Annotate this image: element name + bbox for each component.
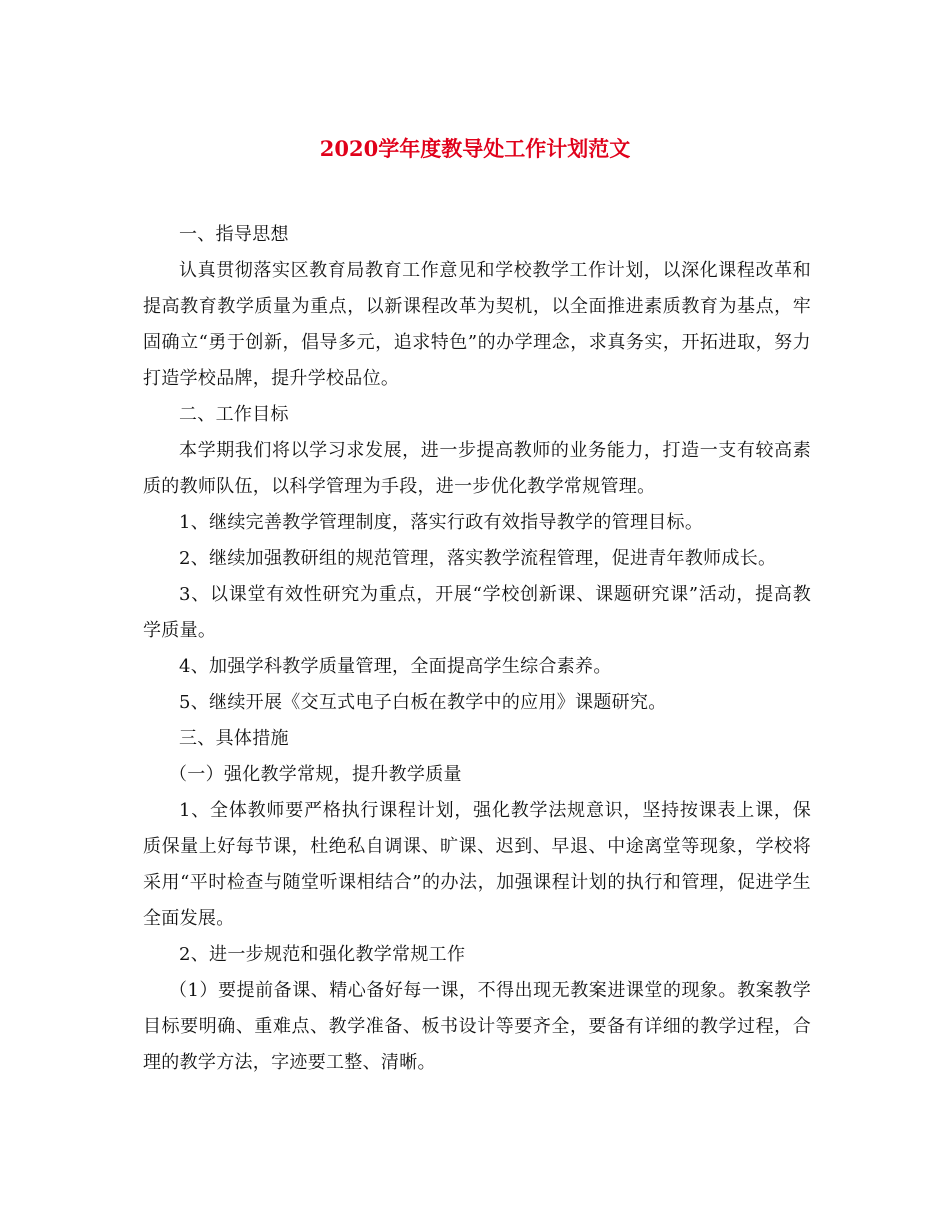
paragraph-guiding-thought: 认真贯彻落实区教育局教育工作意见和学校教学工作计划，以深化课程改革和提高教育教学质量为重点，以新课程改革为契机，以全面推进素质教育为基点，牢固确立“勇于创新，倡导多元，追求特色”的办学理念，求真务实，开拓进取，努力打造学校品牌，提升学校品位。 xyxy=(143,260,811,389)
goal-item-5: 5、继续开展《交互式电子白板在教学中的应用》课题研究。 xyxy=(179,692,667,713)
subsection-heading-teaching-routine: （一）强化教学常规，提升教学质量 xyxy=(169,764,462,785)
paragraph-work-goals: 本学期我们将以学习求发展，进一步提高教师的业务能力，打造一支有较高素质的教师队伍，以科学管理为手段，进一步优化教学常规管理。 xyxy=(143,440,811,497)
goal-item-2: 2、继续加强教研组的规范管理，落实教学流程管理，促进青年教师成长。 xyxy=(179,548,777,569)
document-title: 2020学年度教导处工作计划范文 xyxy=(319,136,631,161)
section-heading-guiding-thought: 一、指导思想 xyxy=(179,224,289,245)
goal-item-1: 1、继续完善教学管理制度，落实行政有效指导教学的管理目标。 xyxy=(179,512,704,533)
measure-item-2: 2、进一步规范和强化教学常规工作 xyxy=(179,944,466,965)
section-heading-measures: 三、具体措施 xyxy=(179,728,289,749)
document-body xyxy=(143,217,811,1081)
measure-subitem-1: （1）要提前备课、精心备好每一课，不得出现无教案进课堂的现象。教案教学目标要明确、重难点、教学准备、板书设计等要齐全，要备有详细的教学过程，合理的教学方法，字迹要工整、清晰。 xyxy=(143,980,811,1073)
measure-item-1: 1、全体教师要严格执行课程计划，强化教学法规意识，坚持按课表上课，保质保量上好每节课，杜绝私自调课、旷课、迟到、早退、中途离堂等现象，学校将采用“平时检查与随堂听课相结合”的办法，加强课程计划的执行和管理，促进学生全面发展。 xyxy=(143,800,811,929)
goal-item-3: 3、以课堂有效性研究为重点，开展“学校创新课、课题研究课”活动，提高教学质量。 xyxy=(143,584,811,641)
goal-item-4: 4、加强学科教学质量管理，全面提高学生综合素养。 xyxy=(179,656,612,677)
section-heading-work-goals: 二、工作目标 xyxy=(179,404,289,425)
